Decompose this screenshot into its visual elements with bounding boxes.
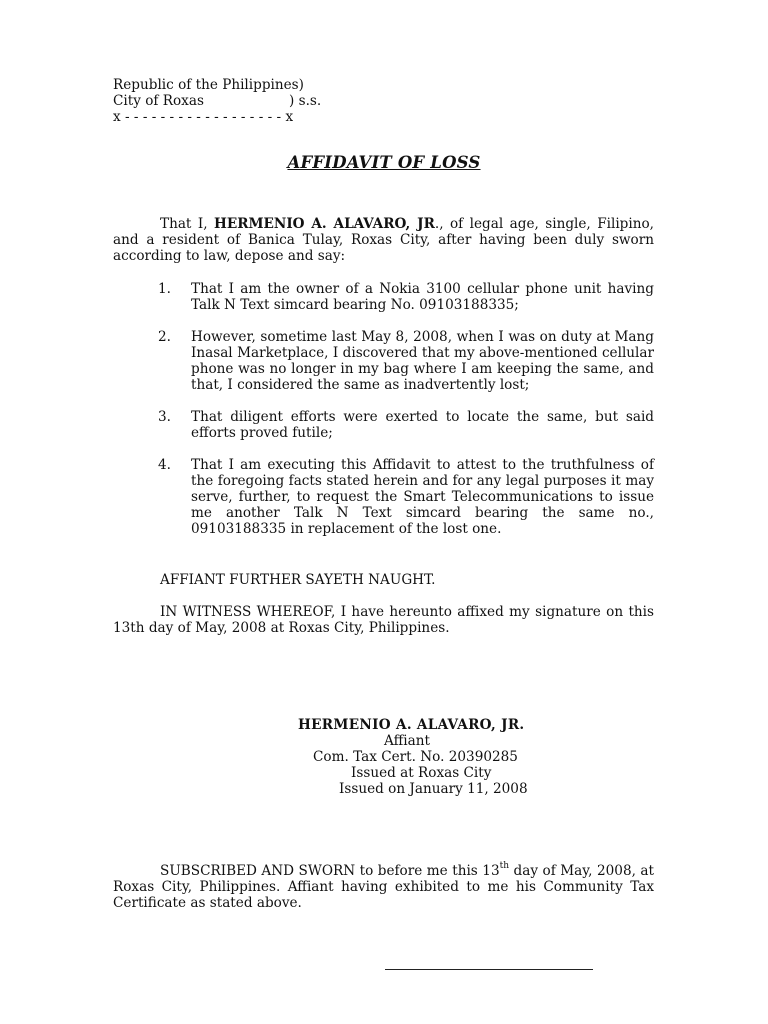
jurat-ordinal-suffix: th xyxy=(499,861,510,872)
list-item xyxy=(158,457,654,537)
venue-line-republic: Republic of the Philippines) xyxy=(113,77,304,93)
ctc-issued-on: Issued on January 11, 2008 xyxy=(339,781,528,797)
jurat-post: day of May, 2008, at Roxas City, Philippines. Affiant having exhibited to me his Community Tax Certificate as stated above. xyxy=(113,863,654,911)
venue-city: City of Roxas xyxy=(113,93,204,109)
list-item-number: 3. xyxy=(158,409,171,425)
venue-line-separator: x - - - - - - - - - - - - - - - - - - x xyxy=(113,109,294,125)
statement-list xyxy=(158,281,654,553)
list-item-number: 2. xyxy=(158,329,171,345)
list-item-number: 4. xyxy=(158,457,171,473)
affiant-role: Affiant xyxy=(384,733,430,749)
intro-pre: That I, xyxy=(160,216,214,232)
list-item-text: However, sometime last May 8, 2008, when I was on duty at Mang Inasal Marketplace, I discovered that my above-mentioned cellular phone was no longer in my bag where I am keeping the same, and that, I considered the same as inadvertently lost; xyxy=(191,329,654,393)
document-title: AFFIDAVIT OF LOSS xyxy=(287,153,481,172)
affiant-name-inline: HERMENIO A. ALAVARO, JR xyxy=(213,216,435,232)
venue-ss: ) s.s. xyxy=(289,93,322,109)
list-item xyxy=(158,281,654,313)
witness-paragraph: IN WITNESS WHEREOF, I have hereunto affixed my signature on this 13th day of May, 2008 at Roxas City, Philippines. xyxy=(113,604,654,636)
list-item-text: That diligent efforts were exerted to locate the same, but said efforts proved futile; xyxy=(191,409,654,441)
venue-line-city xyxy=(113,93,322,109)
affiant-name: HERMENIO A. ALAVARO, JR. xyxy=(298,717,525,733)
list-item-text: That I am executing this Affidavit to attest to the truthfulness of the foregoing facts stated herein and for any legal purposes it may serve, further, to request the Smart Telecommunications to issue me another Talk N Text simcard bearing the same no., 09103188335 in replacement of the lost one. xyxy=(191,457,654,537)
intro-paragraph xyxy=(113,216,654,264)
list-item-number: 1. xyxy=(158,281,171,297)
jurat-paragraph xyxy=(113,863,654,911)
jurat-pre: SUBSCRIBED AND SWORN to before me this 13 xyxy=(160,863,500,879)
ctc-number: Com. Tax Cert. No. 20390285 xyxy=(313,749,518,765)
intro-post: ., of legal age, single, Filipino, and a resident of Banica Tulay, Roxas City, after having been duly sworn according to law, depose and say: xyxy=(113,216,654,264)
notary-signature-line xyxy=(385,969,593,970)
list-item xyxy=(158,329,654,393)
list-item-text: That I am the owner of a Nokia 3100 cellular phone unit having Talk N Text simcard bearing No. 09103188335; xyxy=(191,281,654,313)
venue-header xyxy=(113,77,322,125)
ctc-issued-at: Issued at Roxas City xyxy=(351,765,492,781)
list-item xyxy=(158,409,654,441)
further-statement: AFFIANT FURTHER SAYETH NAUGHT. xyxy=(160,572,436,588)
